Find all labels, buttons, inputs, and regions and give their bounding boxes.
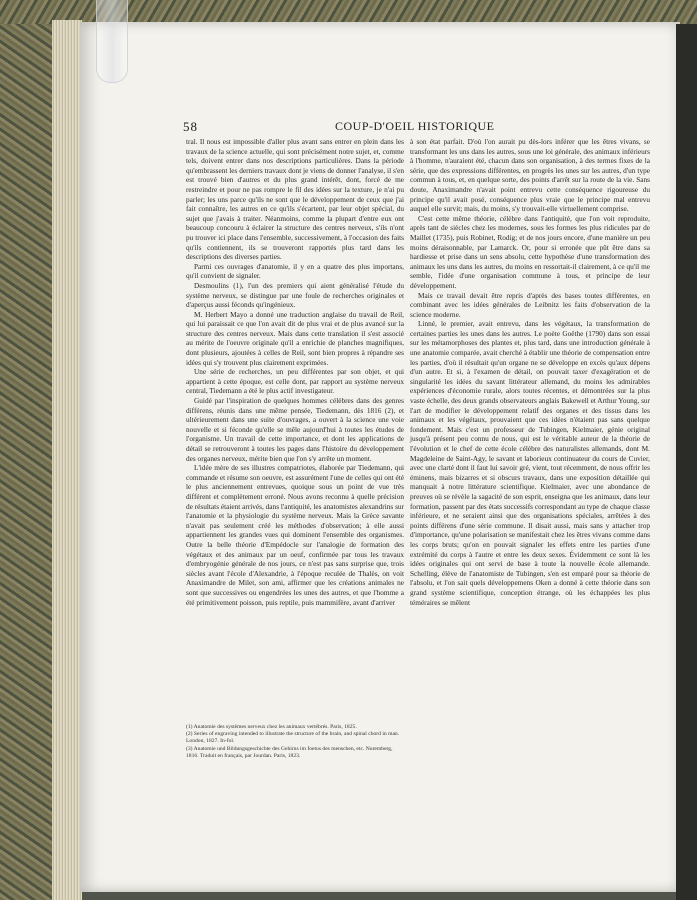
paragraph: à son état parfait. D'où l'on aurait pu dès-lors inférer que les êtres vivans, se transformant les uns dans les autres, sous une loi générale, des animaux inférieurs à l'homme, n'auraient été, chacun dans son organisation, à des termes fixes de la série, que des expressions différentes, en progrès les unes sur les autres, d'un type commun à tous, et, en quelque sorte, des points d'arrêt sur la route de la vie. Sans doute, Anaximandre n'avait point entrevu cette conséquence rigoureuse du principe qu'il avait posé, conséquence plus vraie que le principe mal entrevu auquel elle survit; mais, du moins, s'y trouvait-elle virtuellement comprise. (410, 137, 650, 214)
page-number: 58 (183, 119, 198, 134)
right-column (410, 137, 650, 867)
page-edges (52, 20, 82, 900)
footnote: (1) Anatomie des systèmes nerveux chez les animaux vertébrés. Paris, 1825. (186, 724, 357, 730)
paragraph: tral. Il nous est impossible d'aller plus avant sans entrer en plein dans les travaux de la science actuelle, qui sont précisément notre sujet, et, comme tels, doivent entrer dans nos descriptions particulières. Dans la période qu'embrassent les derniers travaux dont je viens de donner l'analyse, il s'en est trouvé bien d'autres et du plus grand intérêt, dont, forcé de me restreindre et pour ne pas rompre le fil des idées sur la texture, je n'ai pu parler; les uns parce qu'ils ne sont que le développement de ceux que j'ai fait connaître, les autres en ce qu'ils s'écartent, par leur objet spécial, du sujet que j'avais à traiter. Néanmoins, comme la plupart d'entre eux ont beaucoup concouru à éclairer la structure des centres nerveux, s'ils n'ont pu trouver ici place dans l'ensemble, successivement, à l'occasion des faits qu'ils contiennent, ils se trouveront rapportés plus tard dans les descriptions des diverses parties. (186, 137, 404, 262)
paragraph: Linné, le premier, avait entrevu, dans les végétaux, la transformation de certaines parties les unes dans les autres. Le poète Goëthe (1790) dans son essai sur les métamorphoses des plantes et, plus tard, dans une introduction générale à une anatomie comparée, avait cherché à établir une théorie de compensation entre les parties, d'où il résultait qu'un organe ne se développe en excès qu'aux dépens d'un autre. Et si, à l'examen de détail, on pouvait taxer d'exagération et de singularité les idées du savant littérateur allemand, du moins les admirables expériences d'économie rurale, alors toutes récentes, et démontrées sur la plus vaste échelle, des deux grands observateurs anglais Bakewell et Arthur Young, sur l'art de modifier le développement relatif des organes et des tissus dans les animaux et les végétaux, prouvaient que ces idées n'étaient pas sans quelque fondement. Mais c'est un professeur de Tubingen, Kielmaier, génie original jusqu'à présent peu connu de nous, qui est le véritable auteur de la théorie de l'évolution et le chef de cette école célèbre des naturalistes allemands, dont M. Magdeleine de Saint-Agy, le savant et laborieux continuateur du cours de Cuvier, avec une clarté dont il faut lui savoir gré, vient, tout récemment, de nous offrir les éminens, mais bizarres et si obscurs travaux, dans une exposition détaillée qui manquait à notre littérature scientifique. Kielmaier, avec une abondance de preuves où se révèle la sagacité de son esprit, enseigna que les animaux, dans leur formation, passent par des états successifs correspondant au type de chaque classe inférieure, et ne seraient ainsi que des organisations spéciales, arrêtées à des points différens d'une série commune. Il disait aussi, mais sans y attacher trop d'importance, qu'une polarisation se manifestait chez les êtres vivans comme dans les corps bruts; qu'on en pouvait signaler les effets entre les parties d'une extrémité du corps à l'autre et entre les deux sexes. Évidemment ce sont là les idées originales qui ont servi de base à toute la nouvelle école allemande. Schelling, élève de l'anatomiste de Tubingen, s'en est emparé pour sa théorie de l'absolu, et l'on sait quels développemens Oken a donné à cette théorie dans son grand système scientifique, conception étrange, où les échappées les plus téméraires se mêlent (410, 319, 650, 607)
running-head: COUP-D'OEIL HISTORIQUE (335, 119, 495, 133)
book-right-edge (676, 24, 697, 900)
paragraph: Une série de recherches, un peu différentes par son objet, et qui appartient à cette époque, est celle dont, par rapport au système nerveux central, Tiedemann a été le plus actif investigateur. (186, 367, 404, 396)
paragraph: C'est cette même théorie, célèbre dans l'antiquité, que l'on voit reproduite, après tant de siècles chez les modernes, sous les formes les plus ridicules par de Maillet (1735), puis Robinet, Rodig; et de nos jours encore, d'une manière un peu moins déraisonnable, par Lamarck. Or, pour si erronée que pût être dans sa hardiesse et prise dans un sens absolu, cette hypothèse d'une transformation des animaux les uns dans les autres, du moins en ressortait-il clairement, à ce qu'il me semble, l'idée d'une organisation commune à tous, et principe de leur développement. (410, 213, 650, 290)
paragraph: Parmi ces ouvrages d'anatomie, il y en a quatre des plus importans, qu'il convient de signaler. (186, 261, 404, 281)
paragraph: Desmoulins (1), l'un des premiers qui aient généralisé l'étude du système nerveux, se distingue par une foule de recherches originales et d'aperçus aussi féconds qu'ingénieux. (186, 280, 404, 310)
paragraph: L'idée mère de ses illustres compatriotes, élaborée par Tiedemann, qui commande et résume son oeuvre, est assurément l'une de celles qui ont été le plus anciennement entrevues, quoique sous un point de vue très différent et complètement erroné. Nous avons reconnu à quelle précision de résultats étaient arrivés, dans l'antiquité, les anatomistes alexandrins sur l'anatomie et la physiologie du système nerveux. Mais la Grèce savante n'avait pas seulement créé les méthodes d'observation; à elle aussi appartiennent les grandes vues qui dominent l'ensemble des organismes. Outre la belle théorie d'Empédocle sur l'analogie de formation des végétaux et des animaux par un oeuf, confirmée par tous les travaux d'embryogénie générale de nos jours, ce n'est pas sans surprise que, trois siècles avant l'école d'Alexandrie, à l'époque reculée de Thalès, on voit Anaximandre de Milet, son ami, affirmer que les créations animales ne sont que successives ou engendrées les unes des autres, et que l'homme a été primitivement poisson, puis reptile, puis mammifère, avant d'arriver (186, 463, 404, 607)
footnote: (3) Anatomie und Bildungsgeschichte des Gehirns im foetus des menschen, etc. Nuremberg, 1816. Traduit en français, par Jourdan. Paris, 1823. (186, 745, 393, 759)
paragraph: Mais ce travail devait être repris d'après des bases toutes différentes, en combinant avec les idées générales de Leibnitz les faits d'observation de la science moderne. (410, 290, 650, 319)
page-clip (96, 0, 128, 83)
paragraph: Guidé par l'inspiration de quelques hommes célèbres dans des genres différens, réunis dans une même pensée, Tiedemann, dès 1816 (2), et ultérieurement dans une suite d'ouvrages, a ouvert à la science une voie nouvelle et si féconde qu'elle se mêle aujourd'hui à toutes les études de l'organisme. Un travail de cette importance, et dont les applications de détail se retrouveront à toutes les pages dans l'histoire du développement des organes nerveux, mérite bien que l'on s'y arrête un moment. (186, 396, 404, 463)
footnote: (2) Series of engraving intended to illustrate the structure of the brain, and spinal chord in man. London, 1827. In-fol. (186, 731, 400, 745)
left-column (186, 137, 404, 727)
footnotes (186, 724, 404, 760)
paragraph: M. Herbert Mayo a donné une traduction anglaise du travail de Reil, qui lui paraissait ce que l'on avait dit de plus vrai et de plus avancé sur la structure des centres nerveux. Mais dans cette translation il s'est associé au mérite de l'oeuvre originale qu'il a enrichie de planches magnifiques, dont plusieurs, ajoutées à celles de Reil, sont bien propres à répandre ses idées qui s'y trouvent plus clairement exprimées. (186, 309, 404, 367)
